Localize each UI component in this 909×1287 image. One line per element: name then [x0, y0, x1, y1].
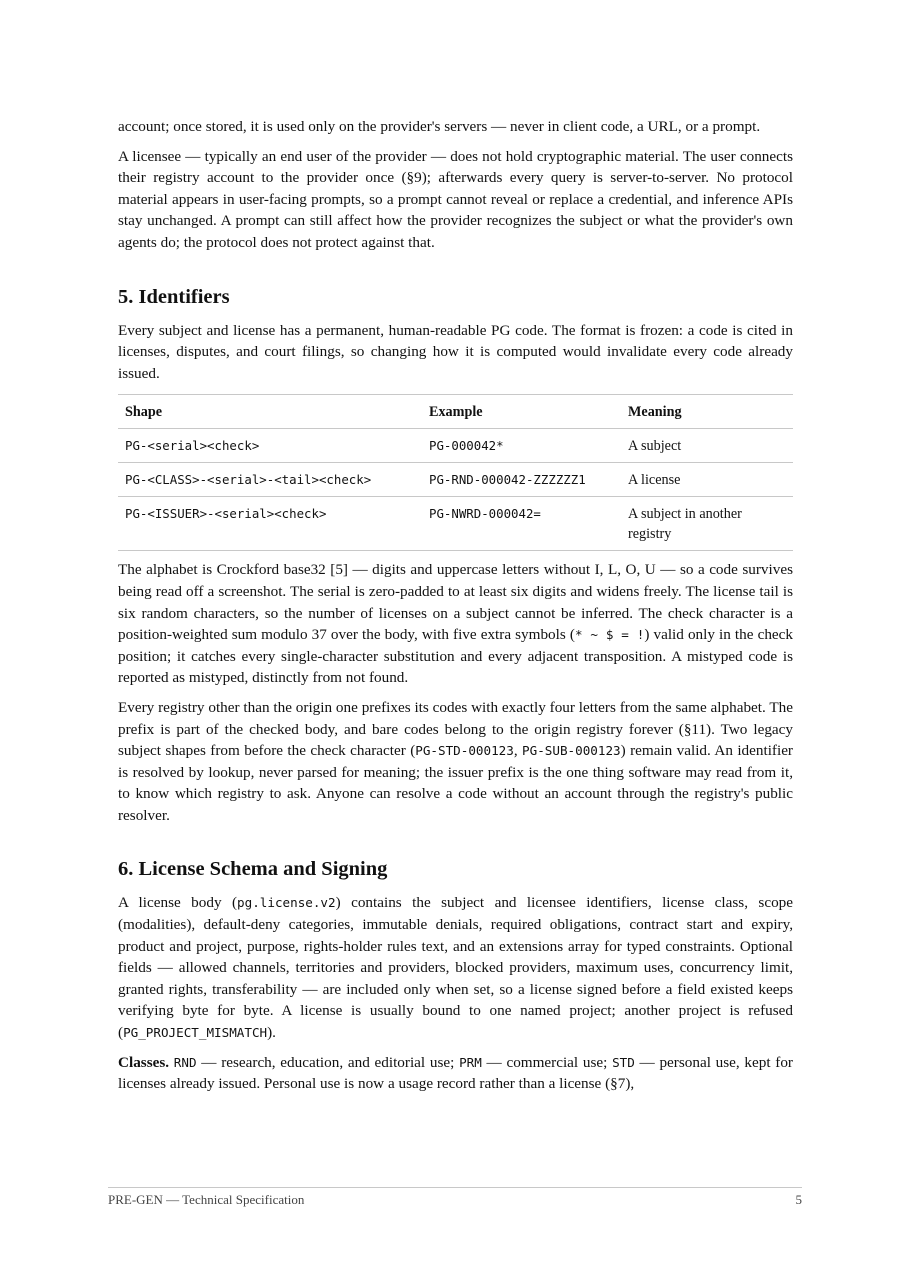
table-cell-example: PG-000042*	[429, 438, 504, 454]
class-std-text: — personal use, kept for licenses already issued. Personal use is now a usage record rather than a license (§7),	[118, 1053, 793, 1093]
table-cell-example: PG-RND-000042-ZZZZZZ1	[422, 463, 621, 497]
table-cell-example: PG-NWRD-000042=	[422, 497, 621, 551]
table-cell-meaning: A subject	[628, 438, 682, 455]
identifier-table	[118, 394, 793, 551]
page-footer	[108, 1192, 802, 1208]
class-rnd-text: — research, education, and editorial use;	[196, 1053, 460, 1071]
registry-separator: ,	[513, 742, 523, 760]
table-row	[118, 429, 793, 463]
section-5-heading: 5. Identifiers	[118, 285, 230, 308]
table-header-row	[118, 395, 793, 429]
table-cell-shape: PG-<CLASS>-<serial>-<tail><check>	[118, 463, 422, 497]
table-cell-meaning: A license	[621, 463, 793, 497]
class-prm-code: PRM	[459, 1054, 482, 1070]
alphabet-text-pre: The alphabet is Crockford base32 [5] — digits and uppercase letters without I, L, O, U — so a code survives being read off a screenshot. The serial is zero-padded to at least six digits and widens freely. The license tail is six random characters, so the number of licenses on a subject cannot be inferred. The check character is a position-weighted sum modulo 37 over the body, with five extra symbols (	[118, 561, 793, 644]
page-number: 5	[795, 1192, 802, 1207]
check-symbols-code: * ~ $ = !	[574, 627, 645, 643]
paragraph-licensee: A licensee — typically an end user of the provider — does not hold cryptographic material. The user connects their registry account to the provider once (§9); afterwards every query is server-to-server. No protocol material appears in user-facing prompts, so a prompt cannot reveal or replace a credential, and inference APIs stay unchanged. A prompt can still affect how the provider recognizes the subject or what the provider's own agents do; the protocol does not protect against that.	[118, 147, 793, 251]
license-body-text-mid: ) contains the subject and licensee identifiers, license class, scope (modalities), default-deny categories, immutable denials, required obligations, contract start and expiry, product and project, purpose, rights-holder rules text, and an extensions array for typed constraints. Optional fields — allowed channels, territories and providers, blocked providers, maximum uses, concurrency limit, granted rights, transferability — are included only when set, so a license signed before a field existed keeps verifying byte for byte. A license is usually bound to one named project; another project is refused (	[118, 894, 794, 1042]
table-header-example: Example	[422, 395, 621, 429]
table-cell-shape: PG-<serial><check>	[125, 438, 260, 454]
schema-version-code: pg.license.v2	[237, 895, 336, 911]
class-std-code: STD	[612, 1054, 635, 1070]
section-5-intro: Every subject and license has a permanent, human-readable PG code. The format is frozen: a code is cited in licenses, disputes, and court filings, so changing how it is computed would invalidate every code already issued.	[118, 321, 793, 382]
table-header-meaning: Meaning	[621, 395, 793, 429]
class-prm-text: — commercial use;	[481, 1053, 613, 1071]
license-body-text-post: ).	[267, 1024, 276, 1042]
classes-label: Classes.	[118, 1053, 170, 1071]
section-6-heading: 6. License Schema and Signing	[118, 858, 388, 881]
alphabet-text-post: ) valid only in the check position; it catches every single-character substitution and every adjacent transposition. A mistyped code is reported as mistyped, distinctly from not found.	[118, 626, 793, 687]
legacy-code-std: PG-STD-000123	[415, 743, 514, 759]
registry-text-post: ) remain valid. An identifier is resolved by lookup, never parsed for meaning; the issuer prefix is the one thing software may read from it, to know which registry to ask. Anyone can resolve a code without an account through the registry's public resolver.	[118, 742, 793, 824]
license-body-text-pre: A license body (	[118, 894, 238, 912]
paragraph-license-body	[118, 892, 793, 1043]
table-row	[118, 497, 793, 551]
table-cell-meaning: A subject in another registry	[621, 497, 793, 551]
registry-text-pre: Every registry other than the origin one prefixes its codes with exactly four letters from the same alphabet. The prefix is part of the checked body, and bare codes belong to the origin registry forever (§11). Two legacy subject shapes from before the check character (	[118, 698, 793, 760]
paragraph-account: account; once stored, it is used only on the provider's servers — never in client code, a URL, or a prompt.	[118, 118, 761, 135]
project-mismatch-code: PG_PROJECT_MISMATCH	[123, 1025, 268, 1041]
class-rnd-code: RND	[173, 1054, 197, 1070]
footer-divider	[108, 1187, 802, 1188]
legacy-code-sub: PG-SUB-000123	[522, 743, 621, 759]
paragraph-registry	[118, 697, 793, 827]
table-row	[118, 463, 793, 497]
paragraph-classes	[118, 1052, 793, 1095]
footer-title: PRE-GEN — Technical Specification	[108, 1192, 305, 1207]
page-content	[118, 116, 793, 1095]
table-cell-shape: PG-<ISSUER>-<serial><check>	[118, 497, 422, 551]
paragraph-alphabet	[118, 559, 793, 689]
table-header-shape: Shape	[118, 395, 422, 429]
